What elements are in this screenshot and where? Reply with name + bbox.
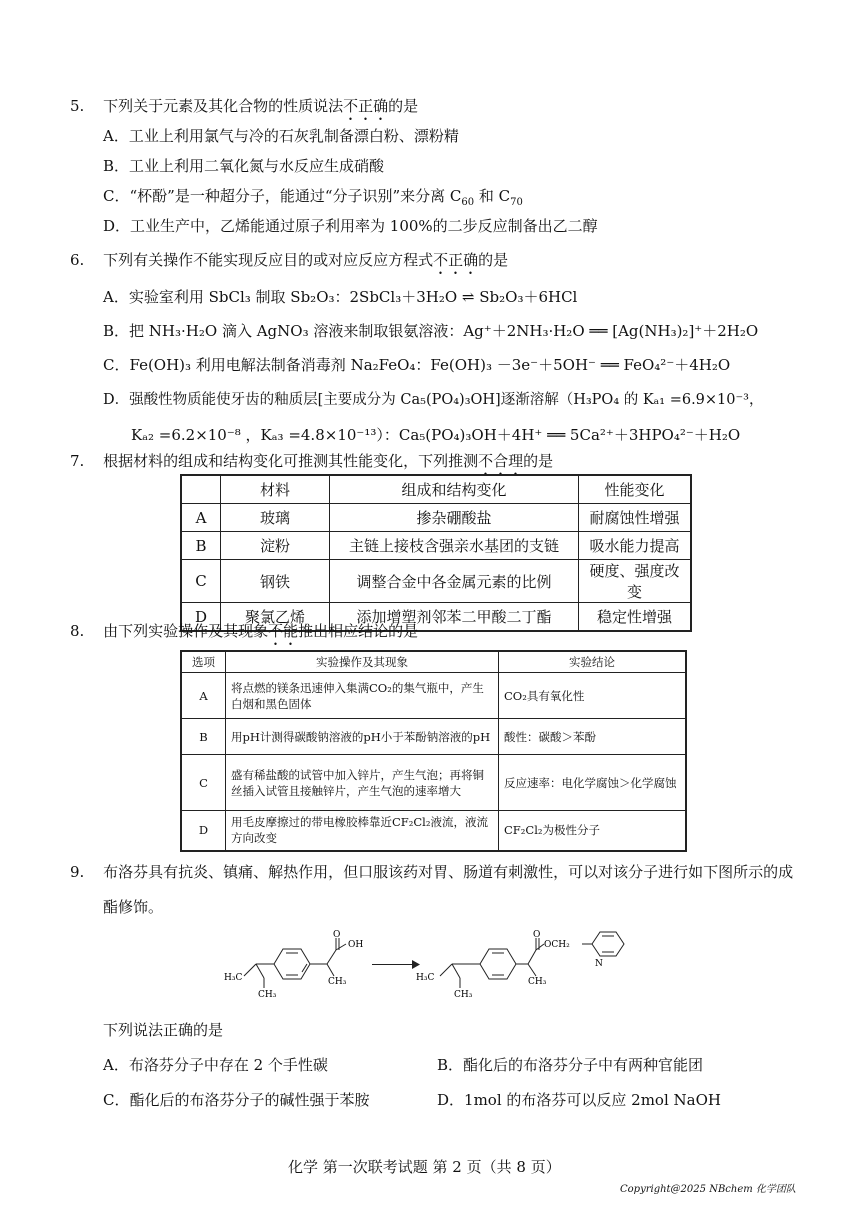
- carbonyl-o-label: O: [533, 930, 541, 940]
- q5-option-c: [103, 186, 523, 206]
- ch3-label: CH₃: [328, 977, 347, 987]
- q6-stem-text: 下列有关操作不能实现反应目的或对应反应方程式: [103, 251, 434, 269]
- table-header-cell: 组成和结构变化: [330, 475, 579, 504]
- table-cell: 用毛皮摩擦过的带电橡胶棒靠近CF₂Cl₂液流，液流方向改变: [226, 811, 499, 851]
- table-header-cell: 实验结论: [499, 651, 687, 673]
- q5-number: 5.: [70, 97, 85, 115]
- q5-stem-end: 的是: [388, 97, 419, 115]
- table-cell: CO₂具有氧化性: [499, 673, 687, 719]
- table-cell: 玻璃: [221, 504, 330, 532]
- table-cell: D: [181, 603, 221, 632]
- table-row: [181, 532, 691, 560]
- table-cell: 用pH计测得碳酸钠溶液的pH小于苯酚钠溶液的pH: [226, 719, 499, 755]
- q9-option-a: A．布洛芬分子中存在 2 个手性碳: [103, 1056, 328, 1074]
- q5-stem-text: 下列关于元素及其化合物的性质说法: [103, 97, 344, 115]
- table-cell: 耐腐蚀性增强: [579, 504, 692, 532]
- table-cell: A: [181, 504, 221, 532]
- q7-stem-end: 的是: [523, 452, 554, 470]
- table-cell: 添加增塑剂邻苯二甲酸二丁酯: [330, 603, 579, 632]
- pyridine-n-label: N: [595, 959, 603, 969]
- table-cell: 硬度、强度改变: [579, 560, 692, 603]
- q6-stem: [70, 250, 508, 278]
- q6-option-d-line1: D．强酸性物质能使牙齿的釉质层[主要成分为 Ca₅(PO₄)₃OH]逐渐溶解（H₃PO₄ 的 Kₐ₁ =6.9×10⁻³，: [103, 392, 764, 408]
- table-cell: 调整合金中各金属元素的比例: [330, 560, 579, 603]
- table-cell: C: [181, 755, 226, 811]
- table-cell: 稳定性增强: [579, 603, 692, 632]
- table-cell: B: [181, 532, 221, 560]
- table-cell: 将点燃的镁条迅速伸入集满CO₂的集气瓶中，产生白烟和黑色固体: [226, 673, 499, 719]
- page-footer: 化学 第一次联考试题 第 2 页（共 8 页）: [288, 1158, 561, 1176]
- h3c-label: H₃C: [224, 973, 243, 983]
- q5-option-c-mid: 和 C: [474, 187, 511, 205]
- q6-option-d-line2: Kₐ₂ =6.2×10⁻⁸ ，Kₐ₃ =4.8×10⁻¹³）：Ca₅(PO₄)₃OH＋4H⁺ ══ 5Ca²⁺＋3HPO₄²⁻＋H₂O: [131, 426, 741, 444]
- q8-stem-emphasis: 不能: [268, 622, 299, 640]
- q6-option-a: A．实验室利用 SbCl₃ 制取 Sb₂O₃：2SbCl₃＋3H₂O ⇌ Sb₂O₃＋6HCl: [103, 288, 578, 306]
- q9-ask: 下列说法正确的是: [103, 1021, 224, 1039]
- oh-label: OH: [348, 940, 364, 950]
- och2-label: OCH₂: [544, 940, 570, 950]
- q5-option-c-text: C．“杯酚”是一种超分子，能通过“分子识别”来分离 C: [103, 187, 462, 205]
- q5-option-b: B．工业上利用二氧化氮与水反应生成硝酸: [103, 157, 385, 175]
- q6-stem-end: 的是: [478, 251, 509, 269]
- q5-option-a: A．工业上利用氯气与冷的石灰乳制备漂白粉、漂粉精: [103, 127, 459, 145]
- table-row: [181, 560, 691, 603]
- table-cell: 钢铁: [221, 560, 330, 603]
- table-row: [181, 504, 691, 532]
- table-header-cell: [181, 475, 221, 504]
- q9-number: 9.: [70, 863, 85, 881]
- table-cell: B: [181, 719, 226, 755]
- table-header-cell: 实验操作及其现象: [226, 651, 499, 673]
- q5-stem: [70, 96, 418, 124]
- q6-number: 6.: [70, 251, 85, 269]
- table-row: [181, 673, 686, 719]
- table-cell: C: [181, 560, 221, 603]
- q9-option-c: C．酯化后的布洛芬分子的碱性强于苯胺: [103, 1091, 370, 1109]
- q6-stem-emphasis: 不正确: [433, 251, 479, 269]
- reaction-arrow: [372, 964, 417, 965]
- table-header-cell: 选项: [181, 651, 226, 673]
- q9-option-d: D．1mol 的布洛芬可以反应 2mol NaOH: [437, 1091, 721, 1109]
- table-header-cell: 性能变化: [579, 475, 692, 504]
- q5-option-c-sub2: 70: [510, 197, 523, 208]
- q8-table: [180, 650, 687, 852]
- table-cell: A: [181, 673, 226, 719]
- q7-stem-emphasis: 不合理: [478, 452, 524, 470]
- q9-stem-line2: 酯修饰。: [103, 898, 164, 916]
- table-cell: 反应速率：电化学腐蚀＞化学腐蚀: [499, 755, 687, 811]
- q5-option-d: D．工业生产中，乙烯能通过原子利用率为 100%的二步反应制备出乙二醇: [103, 217, 598, 235]
- ibuprofen-ester-structure: [416, 928, 636, 1000]
- q7-stem-text: 根据材料的组成和结构变化可推测其性能变化，下列推测: [103, 452, 479, 470]
- ch3-label: CH₃: [454, 990, 473, 1000]
- table-header-cell: 材料: [221, 475, 330, 504]
- ch3-label: CH₃: [528, 977, 547, 987]
- table-cell: 聚氯乙烯: [221, 603, 330, 632]
- q8-stem: [70, 621, 418, 649]
- table-cell: CF₂Cl₂为极性分子: [499, 811, 687, 851]
- copyright-text: Copyright@2025 NBchem 化学团队: [620, 1184, 796, 1195]
- q6-option-b: B．把 NH₃·H₂O 滴入 AgNO₃ 溶液来制取银氨溶液：Ag⁺＋2NH₃·H₂O ══ [Ag(NH₃)₂]⁺＋2H₂O: [103, 322, 759, 340]
- table-cell: 主链上接枝含强亲水基团的支链: [330, 532, 579, 560]
- q8-stem-end: 推出相应结论的是: [298, 622, 419, 640]
- table-cell: 淀粉: [221, 532, 330, 560]
- h3c-label: H₃C: [416, 973, 435, 983]
- q6-option-c: C．Fe(OH)₃ 利用电解法制备消毒剂 Na₂FeO₄：Fe(OH)₃ －3e⁻＋5OH⁻ ══ FeO₄²⁻＋4H₂O: [103, 356, 731, 374]
- carbonyl-o-label: O: [333, 930, 341, 940]
- ch3-label: CH₃: [258, 990, 277, 1000]
- table-header-row: [181, 475, 691, 504]
- table-cell: 盛有稀盐酸的试管中加入锌片，产生气泡；再将铜丝插入试管且接触锌片，产生气泡的速率增大: [226, 755, 499, 811]
- table-header-row: [181, 651, 686, 673]
- table-cell: D: [181, 811, 226, 851]
- table-cell: 酸性：碳酸＞苯酚: [499, 719, 687, 755]
- q5-option-c-sub1: 60: [461, 197, 475, 208]
- q7-table: [180, 474, 692, 632]
- table-row: [181, 755, 686, 811]
- q7-number: 7.: [70, 452, 85, 470]
- table-cell: 吸水能力提高: [579, 532, 692, 560]
- q9-stem-line1: [70, 862, 793, 882]
- q8-stem-text: 由下列实验操作及其现象: [103, 622, 269, 640]
- ibuprofen-structure: [210, 928, 370, 1000]
- table-row: [181, 811, 686, 851]
- q5-stem-emphasis: 不正确: [343, 97, 389, 115]
- q8-number: 8.: [70, 622, 85, 640]
- table-row: [181, 719, 686, 755]
- table-cell: 掺杂硼酸盐: [330, 504, 579, 532]
- q9-option-b: B．酯化后的布洛芬分子中有两种官能团: [437, 1056, 704, 1074]
- q9-stem-text: 布洛芬具有抗炎、镇痛、解热作用，但口服该药对胃、肠道有刺激性，可以对该分子进行如下图所示的成: [103, 863, 794, 881]
